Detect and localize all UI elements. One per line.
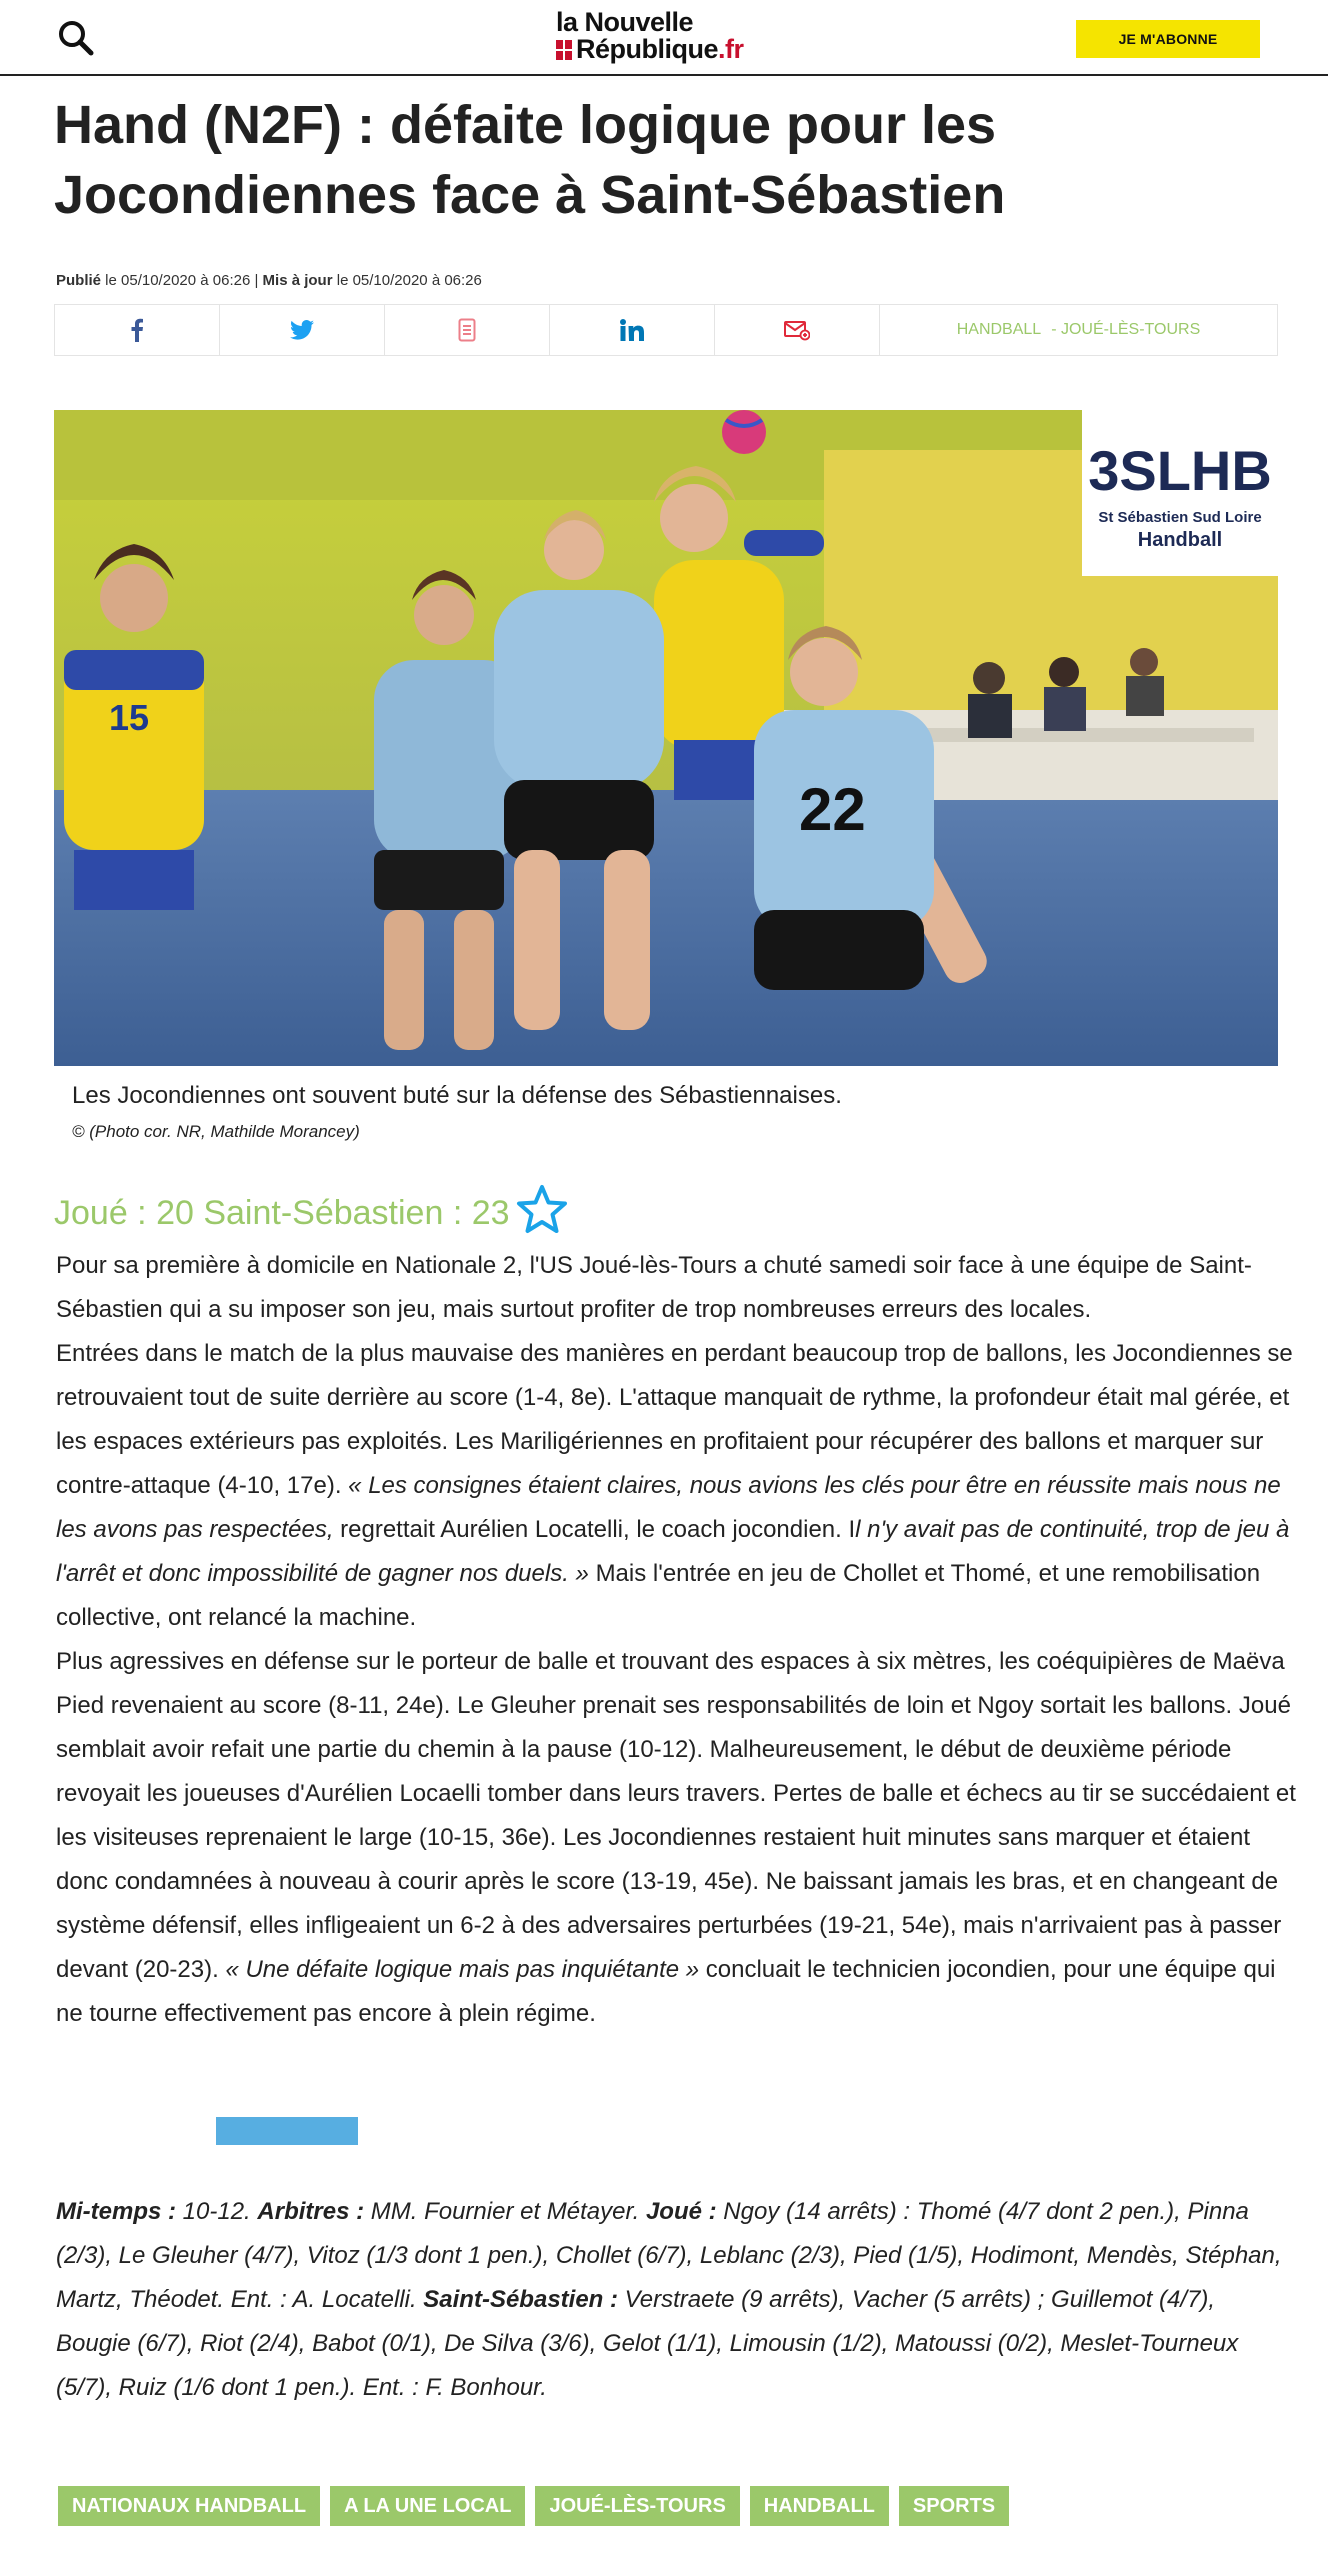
site-header [0, 0, 1328, 76]
article-meta [56, 272, 956, 289]
tag-nationaux-handball[interactable]: NATIONAUX HANDBALL [58, 2486, 320, 2526]
article-title: Hand (N2F) : défaite logique pour les Jocondiennes face à Saint-Sébastien [54, 95, 1006, 225]
article-photo [54, 410, 1278, 1066]
article-body [56, 1244, 1296, 2036]
photo-credit: © (Photo cor. NR, Mathilde Morancey) [72, 1122, 360, 1141]
club-logo-sub: St Sébastien Sud Loire [1098, 509, 1262, 526]
subscribe-button[interactable]: JE M'ABONNE [1076, 20, 1260, 58]
search-icon[interactable] [54, 16, 98, 60]
saint-sebastien-roster: Verstraete (9 arrêts), Vacher (5 arrêts) ; Guillemot (4/7), Bougie (6/7), Riot (2/4), Babot (0/1), De Silva (3/6), Gelot (1/1), Limousin (1/2), Matoussi (0/2), Meslet-Tourneux (5/7), Ruiz (1/6 dont 1 pen.). Ent. : F. Bonhour. [56, 2286, 1239, 2401]
document-icon [458, 318, 476, 342]
selection-highlight [216, 2117, 358, 2145]
tag-handball[interactable]: HANDBALL [750, 2486, 889, 2526]
logo-name: République [576, 34, 718, 64]
jersey-number-15: 15 [109, 697, 150, 738]
photo-caption: Les Jocondiennes ont souvent buté sur la défense des Sébastiennaises. [72, 1082, 842, 1109]
paragraph-3-text-c: concluait le technicien jocondien, pour une équipe qui ne tourne effectivement pas encore à plein régime. [56, 1956, 1276, 2027]
halftime-value: 10-12. [176, 2198, 258, 2225]
paragraph-2 [56, 1332, 1296, 1640]
logo-mark-icon [556, 40, 572, 60]
share-twitter[interactable] [220, 305, 385, 355]
twitter-icon [290, 320, 314, 340]
club-logo-sub2: Handball [1137, 529, 1223, 551]
saint-sebastien-label: Saint-Sébastien : [423, 2286, 618, 2313]
referees-label: Arbitres : [257, 2198, 365, 2225]
paragraph-1: Pour sa première à domicile en Nationale 2, l'US Joué-lès-Tours a chuté samedi soir face à une équipe de Saint-Sébastien qui a su imposer son jeu, mais surtout profiter de trop nombreuses erreurs des locales. [56, 1252, 1252, 1323]
score-heading [54, 1188, 568, 1238]
tag-sports[interactable]: SPORTS [899, 2486, 1009, 2526]
logo-line-2 [556, 35, 744, 63]
quote-2: l n'y avait pas de continuité, trop de jeu à l'arrêt et donc impossibilité de gagner nos duels. » [56, 1516, 1290, 1587]
share-facebook[interactable] [55, 305, 220, 355]
referees-value: MM. Fournier et Métayer. [364, 2198, 646, 2225]
club-logo-text: 3SLHB [1088, 439, 1272, 502]
share-tag-handball[interactable]: HANDBALL [956, 321, 1042, 338]
linkedin-icon [620, 319, 644, 341]
share-email[interactable] [715, 305, 880, 355]
site-logo[interactable] [556, 8, 786, 66]
paragraph-3 [56, 1640, 1296, 2036]
logo-line-1: la Nouvelle [556, 7, 694, 37]
paragraph-2-text-e: Mais l'entrée en jeu de Chollet et Thomé, et une remobilisation collective, ont relancé la machine. [56, 1560, 1261, 1631]
meta-separator: | [250, 272, 263, 289]
updated-date: le 05/10/2020 à 06:26 [332, 272, 482, 289]
joue-roster: Ngoy (14 arrêts) : Thomé (4/7 dont 2 pen.), Pinna (2/3), Le Gleuher (4/7), Vitoz (1/3 dont 1 pen.), Chollet (6/7), Leblanc (2/3), Pied (1/5), Hodimont, Mendès, Stéphan, Martz, Théodet. Ent. : A. Locatelli. [56, 2198, 1282, 2313]
match-details [56, 2190, 1296, 2410]
handball-photo-illustration [54, 410, 1278, 1066]
published-label: Publié [56, 272, 102, 289]
published-date: le 05/10/2020 à 06:26 [101, 272, 251, 289]
jersey-number-22: 22 [799, 776, 866, 843]
paragraph-2-text-a: Entrées dans le match de la plus mauvaise des manières en perdant beaucoup trop de ballons, les Jocondiennes se retrouvaient tout de suite derrière au score (1-4, 8e). L'attaque manquait de rythme, la profondeur était mal gérée, et les espaces extérieurs pas exploités. Les Mariligériennes en profitaient pour récupérer des ballons et marquer sur contre-attaque (4-10, 17e). [56, 1340, 1293, 1499]
tag-a-la-une-local[interactable]: A LA UNE LOCAL [330, 2486, 525, 2526]
share-linkedin[interactable] [550, 305, 715, 355]
score-text: Joué : 20 Saint-Sébastien : 23 [54, 1193, 510, 1232]
tag-list [58, 2486, 1009, 2526]
paragraph-2-text-c: regrettait Aurélien Locatelli, le coach jocondien. I [340, 1516, 856, 1543]
quote-3: « Une défaite logique mais pas inquiétante » [225, 1956, 706, 1983]
quote-1: « Les consignes étaient claires, nous avions les clés pour être en réussite mais nous ne les avons pas respectées, [56, 1472, 1281, 1543]
joue-label: Joué : [645, 2198, 717, 2225]
share-tag-joue-les-tours[interactable]: - JOUÉ-LÈS-TOURS [1051, 321, 1201, 338]
updated-label: Mis à jour [262, 272, 333, 289]
share-print[interactable] [385, 305, 550, 355]
share-bar [54, 304, 1278, 356]
tag-joue-les-tours[interactable]: JOUÉ-LÈS-TOURS [535, 2486, 739, 2526]
halftime-label: Mi-temps : [56, 2198, 176, 2225]
facebook-icon [130, 318, 144, 342]
star-icon[interactable] [516, 1184, 568, 1243]
email-icon [784, 319, 810, 341]
share-tags [880, 305, 1277, 355]
paragraph-3-text-a: Plus agressives en défense sur le porteur de balle et trouvant des espaces à six mètres, les coéquipières de Maëva Pied revenaient au score (8-11, 24e). Le Gleuher prenait ses responsabilités de loin et Ngoy sortait les ballons. Joué semblait avoir refait une partie du chemin à la pause (10-12). Malheureusement, le début de deuxième période revoyait les joueuses d'Aurélien Locaelli tomber dans leurs travers. Pertes de balle et échecs au tir se succédaient et les visiteuses reprenaient le large (10-15, 36e). Les Jocondiennes restaient huit minutes sans marquer et étaient donc condamnées à nouveau à courir après le score (13-19, 45e). Ne baissant jamais les bras, et en changeant de système défensif, elles infligeaient un 6-2 à des adversaires perturbées (19-21, 54e), mais n'arrivaient pas à passer devant (20-23). [56, 1648, 1296, 1983]
logo-tld: .fr [718, 34, 744, 64]
